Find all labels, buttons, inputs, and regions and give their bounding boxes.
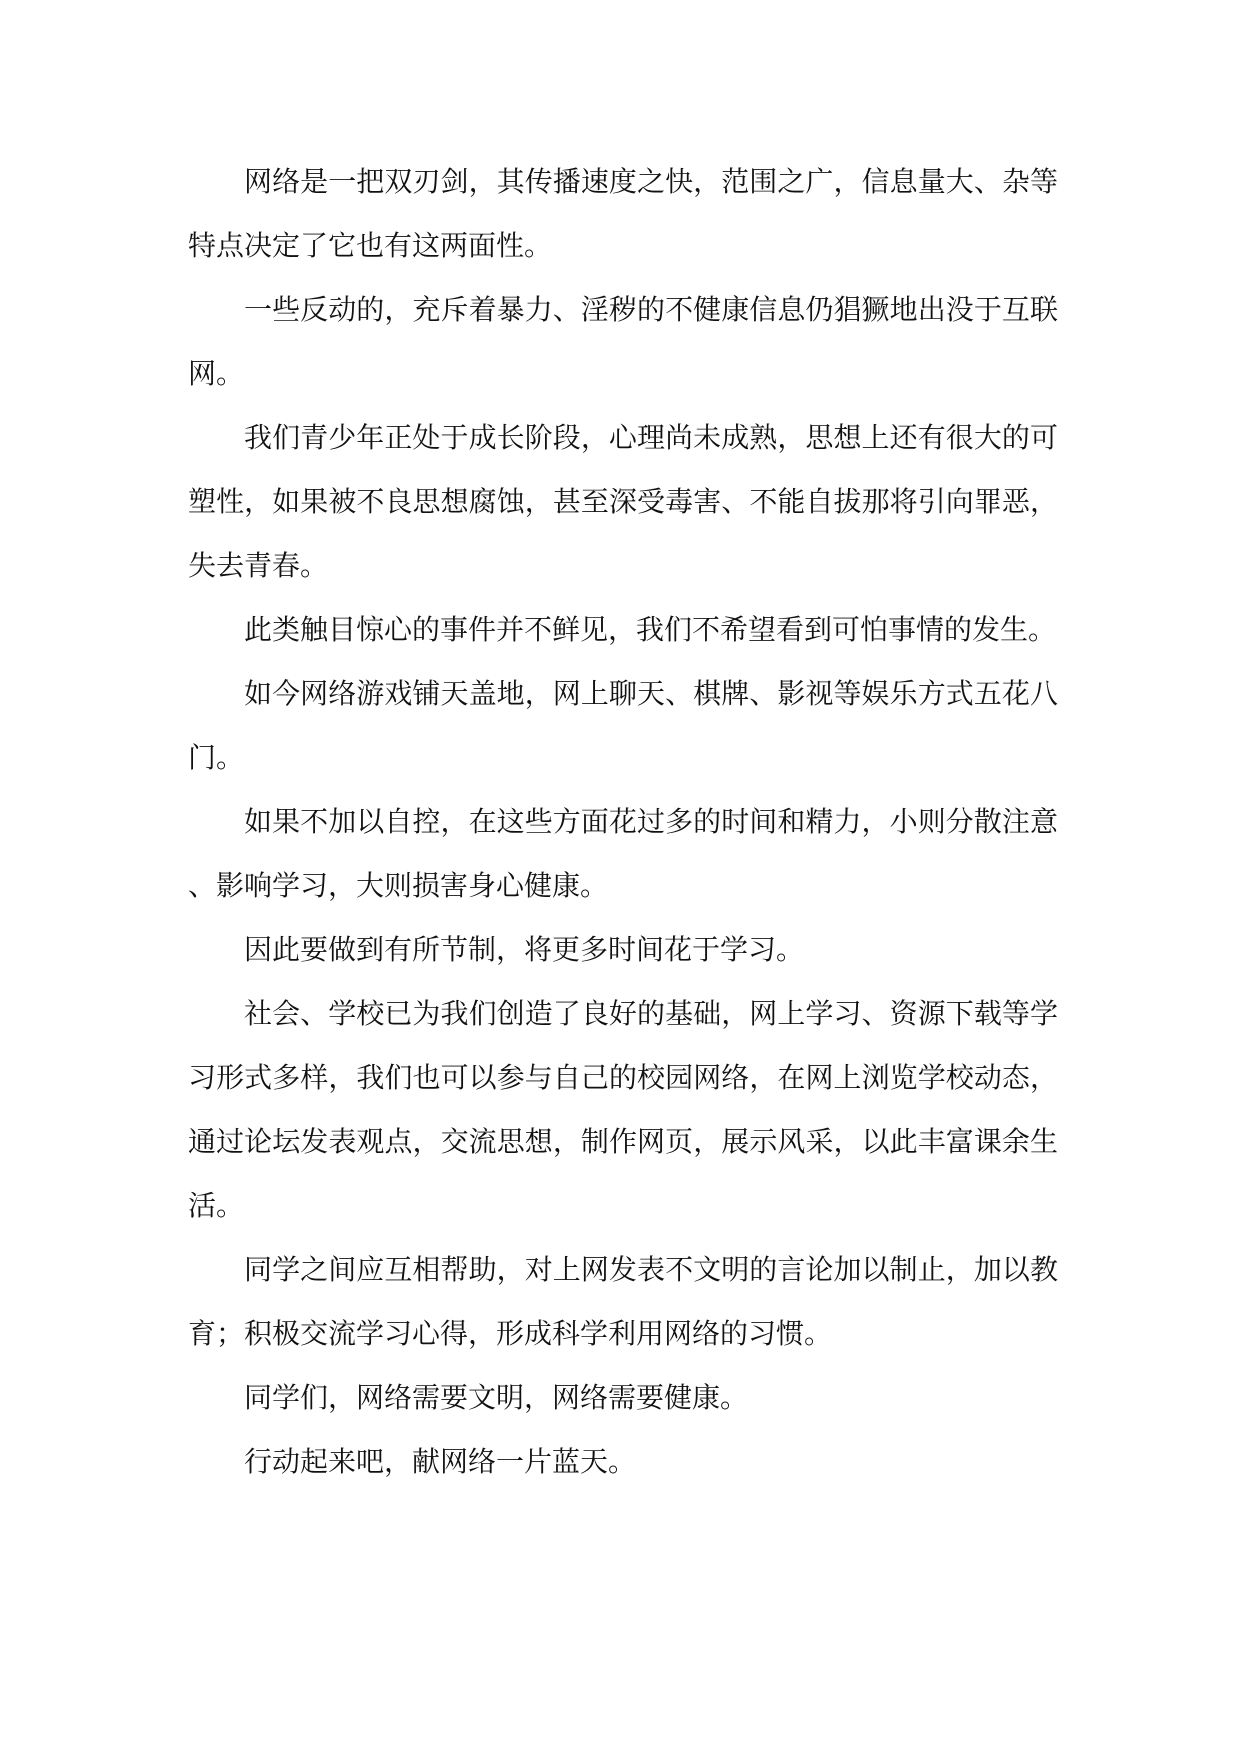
paragraph: 因此要做到有所节制，将更多时间花于学习。 — [244, 933, 805, 966]
paragraph: 此类触目惊心的事件并不鲜见，我们不希望看到可怕事情的发生。 — [244, 613, 1057, 646]
paragraph: 同学之间应互相帮助，对上网发表不文明的言论加以制止，加以教育；积极交流学习心得，形成科学利用网络的习惯。 — [188, 1253, 1058, 1350]
paragraph: 如果不加以自控，在这些方面花过多的时间和精力，小则分散注意、影响学习，大则损害身心健康。 — [188, 805, 1058, 902]
document-body — [188, 150, 1058, 1494]
paragraph: 如今网络游戏铺天盖地，网上聊天、棋牌、影视等娱乐方式五花八门。 — [188, 677, 1058, 774]
paragraph: 网络是一把双刃剑，其传播速度之快，范围之广，信息量大、杂等特点决定了它也有这两面性。 — [188, 165, 1058, 262]
paragraph: 一些反动的，充斥着暴力、淫秽的不健康信息仍猖獗地出没于互联网。 — [188, 293, 1058, 390]
paragraph: 行动起来吧，献网络一片蓝天。 — [244, 1445, 637, 1478]
paragraph: 社会、学校已为我们创造了良好的基础，网上学习、资源下载等学习形式多样，我们也可以参与自己的校园网络，在网上浏览学校动态，通过论坛发表观点，交流思想，制作网页，展示风采，以此丰富课余生活。 — [188, 997, 1058, 1222]
paragraph: 同学们，网络需要文明，网络需要健康。 — [244, 1381, 749, 1414]
paragraph: 我们青少年正处于成长阶段，心理尚未成熟，思想上还有很大的可塑性，如果被不良思想腐蚀，甚至深受毒害、不能自拔那将引向罪恶，失去青春。 — [188, 421, 1058, 582]
